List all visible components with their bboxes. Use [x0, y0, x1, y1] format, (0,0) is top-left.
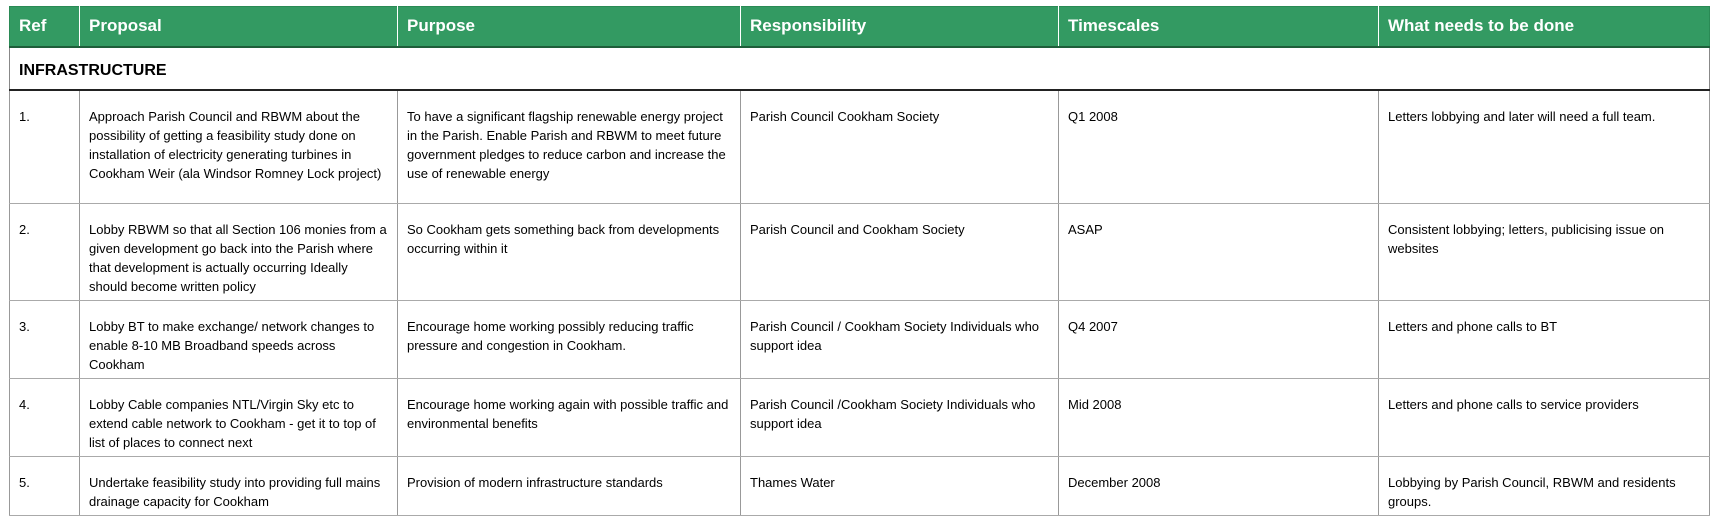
cell-timescales: ASAP [1059, 204, 1379, 301]
cell-ref: 1. [10, 90, 80, 204]
cell-purpose: So Cookham gets something back from developments occurring within it [398, 204, 741, 301]
action-plan-sheet [9, 6, 1709, 516]
cell-ref: 3. [10, 301, 80, 379]
cell-what: Lobbying by Parish Council, RBWM and residents groups. [1379, 457, 1710, 516]
section-title: INFRASTRUCTURE [10, 47, 1710, 90]
cell-responsibility: Parish Council / Cookham Society Individuals who support idea [741, 301, 1059, 379]
cell-responsibility: Parish Council /Cookham Society Individuals who support idea [741, 379, 1059, 457]
table-row [10, 457, 1710, 516]
section-row [10, 47, 1710, 90]
header-responsibility: Responsibility [741, 7, 1059, 47]
cell-timescales: Q4 2007 [1059, 301, 1379, 379]
cell-purpose: Encourage home working again with possible traffic and environmental benefits [398, 379, 741, 457]
header-ref: Ref [10, 7, 80, 47]
cell-responsibility: Parish Council Cookham Society [741, 90, 1059, 204]
action-plan-table [9, 6, 1710, 516]
header-purpose: Purpose [398, 7, 741, 47]
table-row [10, 90, 1710, 204]
header-proposal: Proposal [80, 7, 398, 47]
cell-proposal: Lobby RBWM so that all Section 106 monies from a given development go back into the Parish where that development is actually occurring Ideally should become written policy [80, 204, 398, 301]
cell-ref: 4. [10, 379, 80, 457]
header-row [10, 7, 1710, 47]
cell-purpose: To have a significant flagship renewable energy project in the Parish. Enable Parish and RBWM to meet future government pledges to reduce carbon and increase the use of renewable energy [398, 90, 741, 204]
cell-responsibility: Parish Council and Cookham Society [741, 204, 1059, 301]
cell-purpose: Provision of modern infrastructure standards [398, 457, 741, 516]
cell-proposal: Lobby Cable companies NTL/Virgin Sky etc to extend cable network to Cookham - get it to top of list of places to connect next [80, 379, 398, 457]
cell-what: Letters and phone calls to service providers [1379, 379, 1710, 457]
cell-timescales: Q1 2008 [1059, 90, 1379, 204]
table-row [10, 204, 1710, 301]
cell-ref: 2. [10, 204, 80, 301]
cell-proposal: Approach Parish Council and RBWM about the possibility of getting a feasibility study done on installation of electricity generating turbines in Cookham Weir (ala Windsor Romney Lock project) [80, 90, 398, 204]
cell-timescales: Mid 2008 [1059, 379, 1379, 457]
table-row [10, 379, 1710, 457]
cell-timescales: December 2008 [1059, 457, 1379, 516]
table-row [10, 301, 1710, 379]
cell-what: Letters and phone calls to BT [1379, 301, 1710, 379]
cell-ref: 5. [10, 457, 80, 516]
cell-responsibility: Thames Water [741, 457, 1059, 516]
header-timescales: Timescales [1059, 7, 1379, 47]
header-what-needs-to-be-done: What needs to be done [1379, 7, 1710, 47]
cell-what: Consistent lobbying; letters, publicising issue on websites [1379, 204, 1710, 301]
cell-purpose: Encourage home working possibly reducing traffic pressure and congestion in Cookham. [398, 301, 741, 379]
cell-what: Letters lobbying and later will need a full team. [1379, 90, 1710, 204]
cell-proposal: Undertake feasibility study into providing full mains drainage capacity for Cookham [80, 457, 398, 516]
cell-proposal: Lobby BT to make exchange/ network changes to enable 8-10 MB Broadband speeds across Cookham [80, 301, 398, 379]
